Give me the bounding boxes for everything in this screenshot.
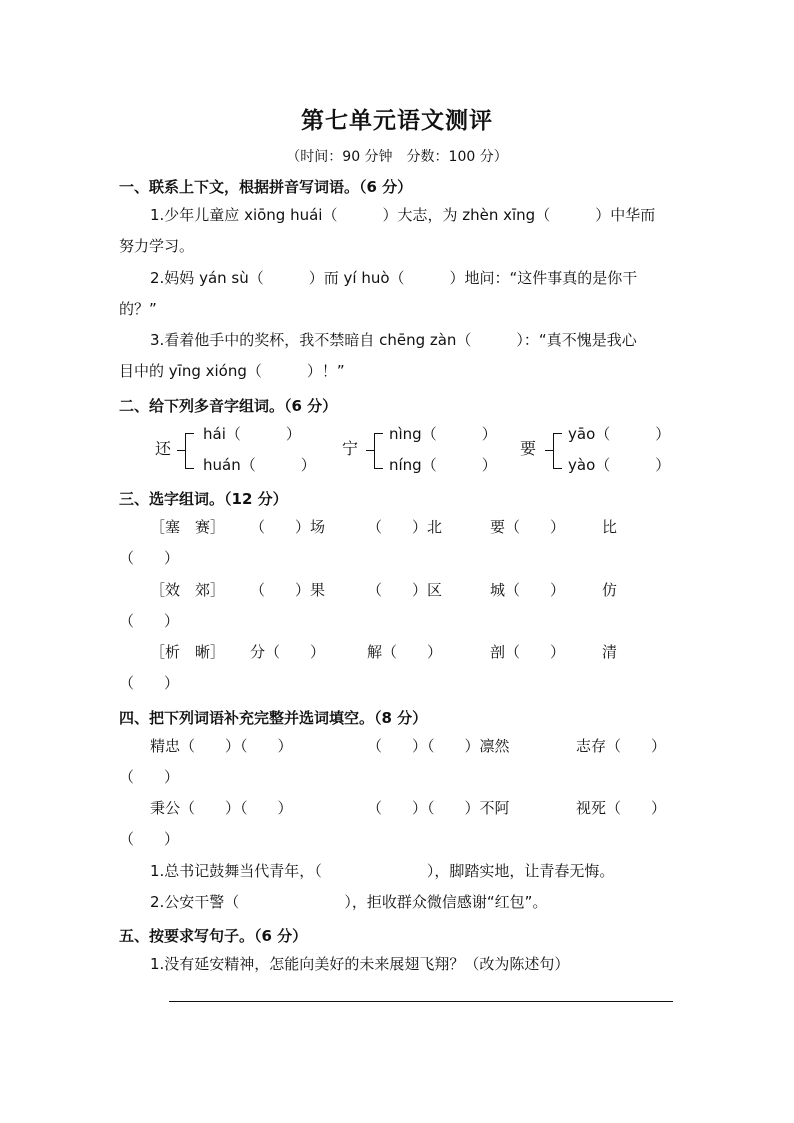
brace: [553, 433, 562, 469]
section-2-heading: 二、给下列多音字组词。（6 分）: [119, 397, 338, 415]
fill-sentence-2: 2.公安干警（ ），拒收群众微信感谢“红包”。: [150, 893, 548, 911]
polyphone-reading-2: níng（ ）: [389, 456, 497, 474]
idiom-item: 秉公（ ）（ ）: [150, 799, 293, 817]
polyphone-char: 要: [520, 439, 537, 458]
polyphone-reading-1: yāo（ ）: [568, 425, 671, 443]
idiom-item: 精忠（ ）（ ）: [150, 737, 293, 755]
blank-item: （ ）: [119, 674, 180, 692]
question-1-1-line2: 努力学习。: [119, 237, 195, 255]
blank-item: 仿: [602, 581, 618, 599]
brace: [185, 433, 194, 469]
page-title: 第七单元语文测评: [301, 108, 493, 134]
polyphone-reading-1: hái（ ）: [203, 425, 301, 443]
blank-item: （ ）果: [250, 581, 326, 599]
char-pair: ［析 晰］: [150, 643, 226, 661]
page-subtitle: （时间：90 分钟 分数：100 分）: [286, 149, 508, 165]
blank-item: （ ）区: [367, 581, 443, 599]
question-1-2-line1: 2.妈妈 yán sù（ ）而 yí huò（ ）地问：“这件事真的是你干: [150, 269, 638, 287]
question-1-3-line1: 3.看着他手中的奖杯，我不禁暗自 chēng zàn（ ）：“真不愧是我心: [150, 331, 637, 349]
idiom-item: （ ）（ ）不阿: [367, 799, 510, 817]
char-pair: ［塞 赛］: [150, 518, 226, 536]
polyphone-reading-1: nìng（ ）: [389, 425, 497, 443]
polyphone-reading-2: huán（ ）: [203, 456, 316, 474]
blank-item: （ ）北: [367, 518, 443, 536]
blank-item: 城（ ）: [490, 581, 566, 599]
idiom-item: （ ）: [119, 768, 180, 786]
answer-line[interactable]: [169, 1001, 673, 1002]
question-1-3-line2: 目中的 yīng xióng（ ）！”: [119, 362, 345, 380]
section-4-heading: 四、把下列词语补充完整并选词填空。（8 分）: [119, 709, 428, 727]
blank-item: （ ）: [119, 549, 180, 567]
brace: [374, 433, 383, 469]
idiom-item: （ ）（ ）凛然: [367, 737, 510, 755]
section-5-heading: 五、按要求写句子。（6 分）: [119, 927, 308, 945]
char-pair: ［效 郊］: [150, 581, 226, 599]
question-1-1-line1: 1.少年儿童应 xiōng huái（ ）大志，为 zhèn xīng（ ）中华而: [150, 206, 656, 224]
section-3-heading: 三、选字组词。（12 分）: [119, 490, 288, 508]
blank-item: 解（ ）: [367, 643, 443, 661]
fill-sentence-1: 1.总书记鼓舞当代青年，（ ），脚踏实地，让青春无悔。: [150, 862, 615, 880]
question-1-2-line2: 的？”: [119, 300, 157, 318]
polyphone-reading-2: yào（ ）: [568, 456, 671, 474]
blank-item: 要（ ）: [490, 518, 566, 536]
blank-item: 剖（ ）: [490, 643, 566, 661]
blank-item: 比: [602, 518, 618, 536]
blank-item: （ ）: [119, 612, 180, 630]
blank-item: 清: [602, 643, 618, 661]
idiom-item: 志存（ ）: [576, 737, 667, 755]
idiom-item: 视死（ ）: [576, 799, 667, 817]
blank-item: 分（ ）: [250, 643, 326, 661]
idiom-item: （ ）: [119, 830, 180, 848]
polyphone-char: 宁: [342, 439, 359, 458]
polyphone-char: 还: [155, 439, 172, 458]
blank-item: （ ）场: [250, 518, 326, 536]
rewrite-question-1: 1.没有延安精神，怎能向美好的未来展翅飞翔？（改为陈述句）: [150, 955, 570, 973]
section-1-heading: 一、联系上下文，根据拼音写词语。（6 分）: [119, 178, 413, 196]
